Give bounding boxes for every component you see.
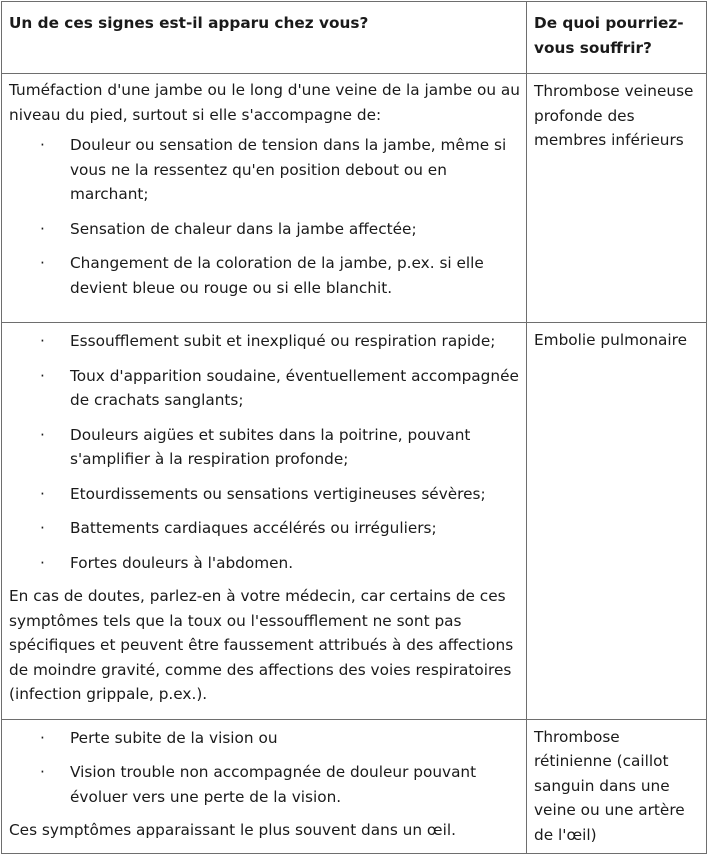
table-row [2, 719, 707, 853]
list-item [9, 251, 522, 300]
bullet-icon: · [40, 254, 45, 272]
list-item [9, 516, 522, 541]
list-item [9, 329, 522, 354]
symptom-list [9, 726, 522, 810]
bullet-icon: · [40, 219, 45, 238]
table-row [2, 74, 707, 323]
symptoms-table [1, 1, 707, 854]
bullet-icon: · [40, 728, 45, 747]
list-item [9, 133, 522, 207]
bullet-icon: · [40, 366, 45, 385]
bullet-icon: · [40, 763, 45, 781]
list-item-text: Essoufflement subit et inexpliqué ou respiration rapide; [70, 332, 496, 350]
bullet-icon: · [40, 136, 45, 154]
bullet-icon: · [40, 332, 45, 350]
list-item [9, 726, 522, 751]
header-condition: De quoi pourriez-vous souffrir? [527, 2, 707, 74]
advice-note: En cas de doutes, parlez-en à votre médecin, car certains de ces symptômes tels que la toux ou l'essoufflement ne sont pas spécifiques et peuvent être faussement attribués à des affections de moindre gravité, comme des affections des voies respiratoires (infection grippale, p.ex.). [9, 587, 514, 703]
signs-intro: Tuméfaction d'une jambe ou le long d'une veine de la jambe ou au niveau du pied, surtout si elle s'accompagne de: [9, 81, 520, 124]
list-item [9, 364, 522, 413]
list-item-text: Fortes douleurs à l'abdomen. [70, 553, 294, 572]
advice-note: Ces symptômes apparaissant le plus souvent dans un œil. [9, 821, 456, 839]
list-item-text: Etourdissements ou sensations vertigineuses sévères; [70, 484, 486, 503]
signs-cell [2, 719, 527, 853]
header-signs: Un de ces signes est-il apparu chez vous? [2, 2, 527, 74]
list-item [9, 760, 522, 809]
list-item-text: Vision trouble non accompagnée de douleur pouvant évoluer vers une perte de la vision. [70, 763, 477, 806]
bullet-icon: · [40, 519, 45, 537]
symptom-list [9, 133, 522, 300]
list-item-text: Douleurs aigües et subites dans la poitrine, pouvant s'amplifier à la respiration profonde; [70, 425, 471, 468]
table-header-row [2, 2, 707, 74]
list-item-text: Battements cardiaques accélérés ou irréguliers; [70, 519, 437, 537]
list-item-text: Changement de la coloration de la jambe, p.ex. si elle devient bleue ou rouge ou si elle blanchit. [70, 254, 484, 297]
condition-cell: Thrombose veineuse profonde des membres inférieurs [527, 74, 707, 323]
list-item [9, 482, 522, 507]
signs-cell [2, 323, 527, 720]
table-row [2, 323, 707, 720]
list-item [9, 551, 522, 576]
list-item-text: Toux d'apparition soudaine, éventuellement accompagnée de crachats sanglants; [70, 366, 519, 409]
list-item [9, 217, 522, 242]
condition-cell: Embolie pulmonaire [527, 323, 707, 720]
list-item-text: Douleur ou sensation de tension dans la jambe, même si vous ne la ressentez qu'en position debout ou en marchant; [70, 136, 507, 203]
symptom-list [9, 329, 522, 575]
bullet-icon: · [40, 484, 45, 503]
bullet-icon: · [40, 553, 45, 572]
signs-cell [2, 74, 527, 323]
condition-cell: Thrombose rétinienne (caillot sanguin dans une veine ou une artère de l'œil) [527, 719, 707, 853]
bullet-icon: · [40, 425, 45, 444]
list-item-text: Perte subite de la vision ou [70, 728, 278, 747]
list-item [9, 423, 522, 472]
list-item-text: Sensation de chaleur dans la jambe affectée; [70, 219, 417, 238]
